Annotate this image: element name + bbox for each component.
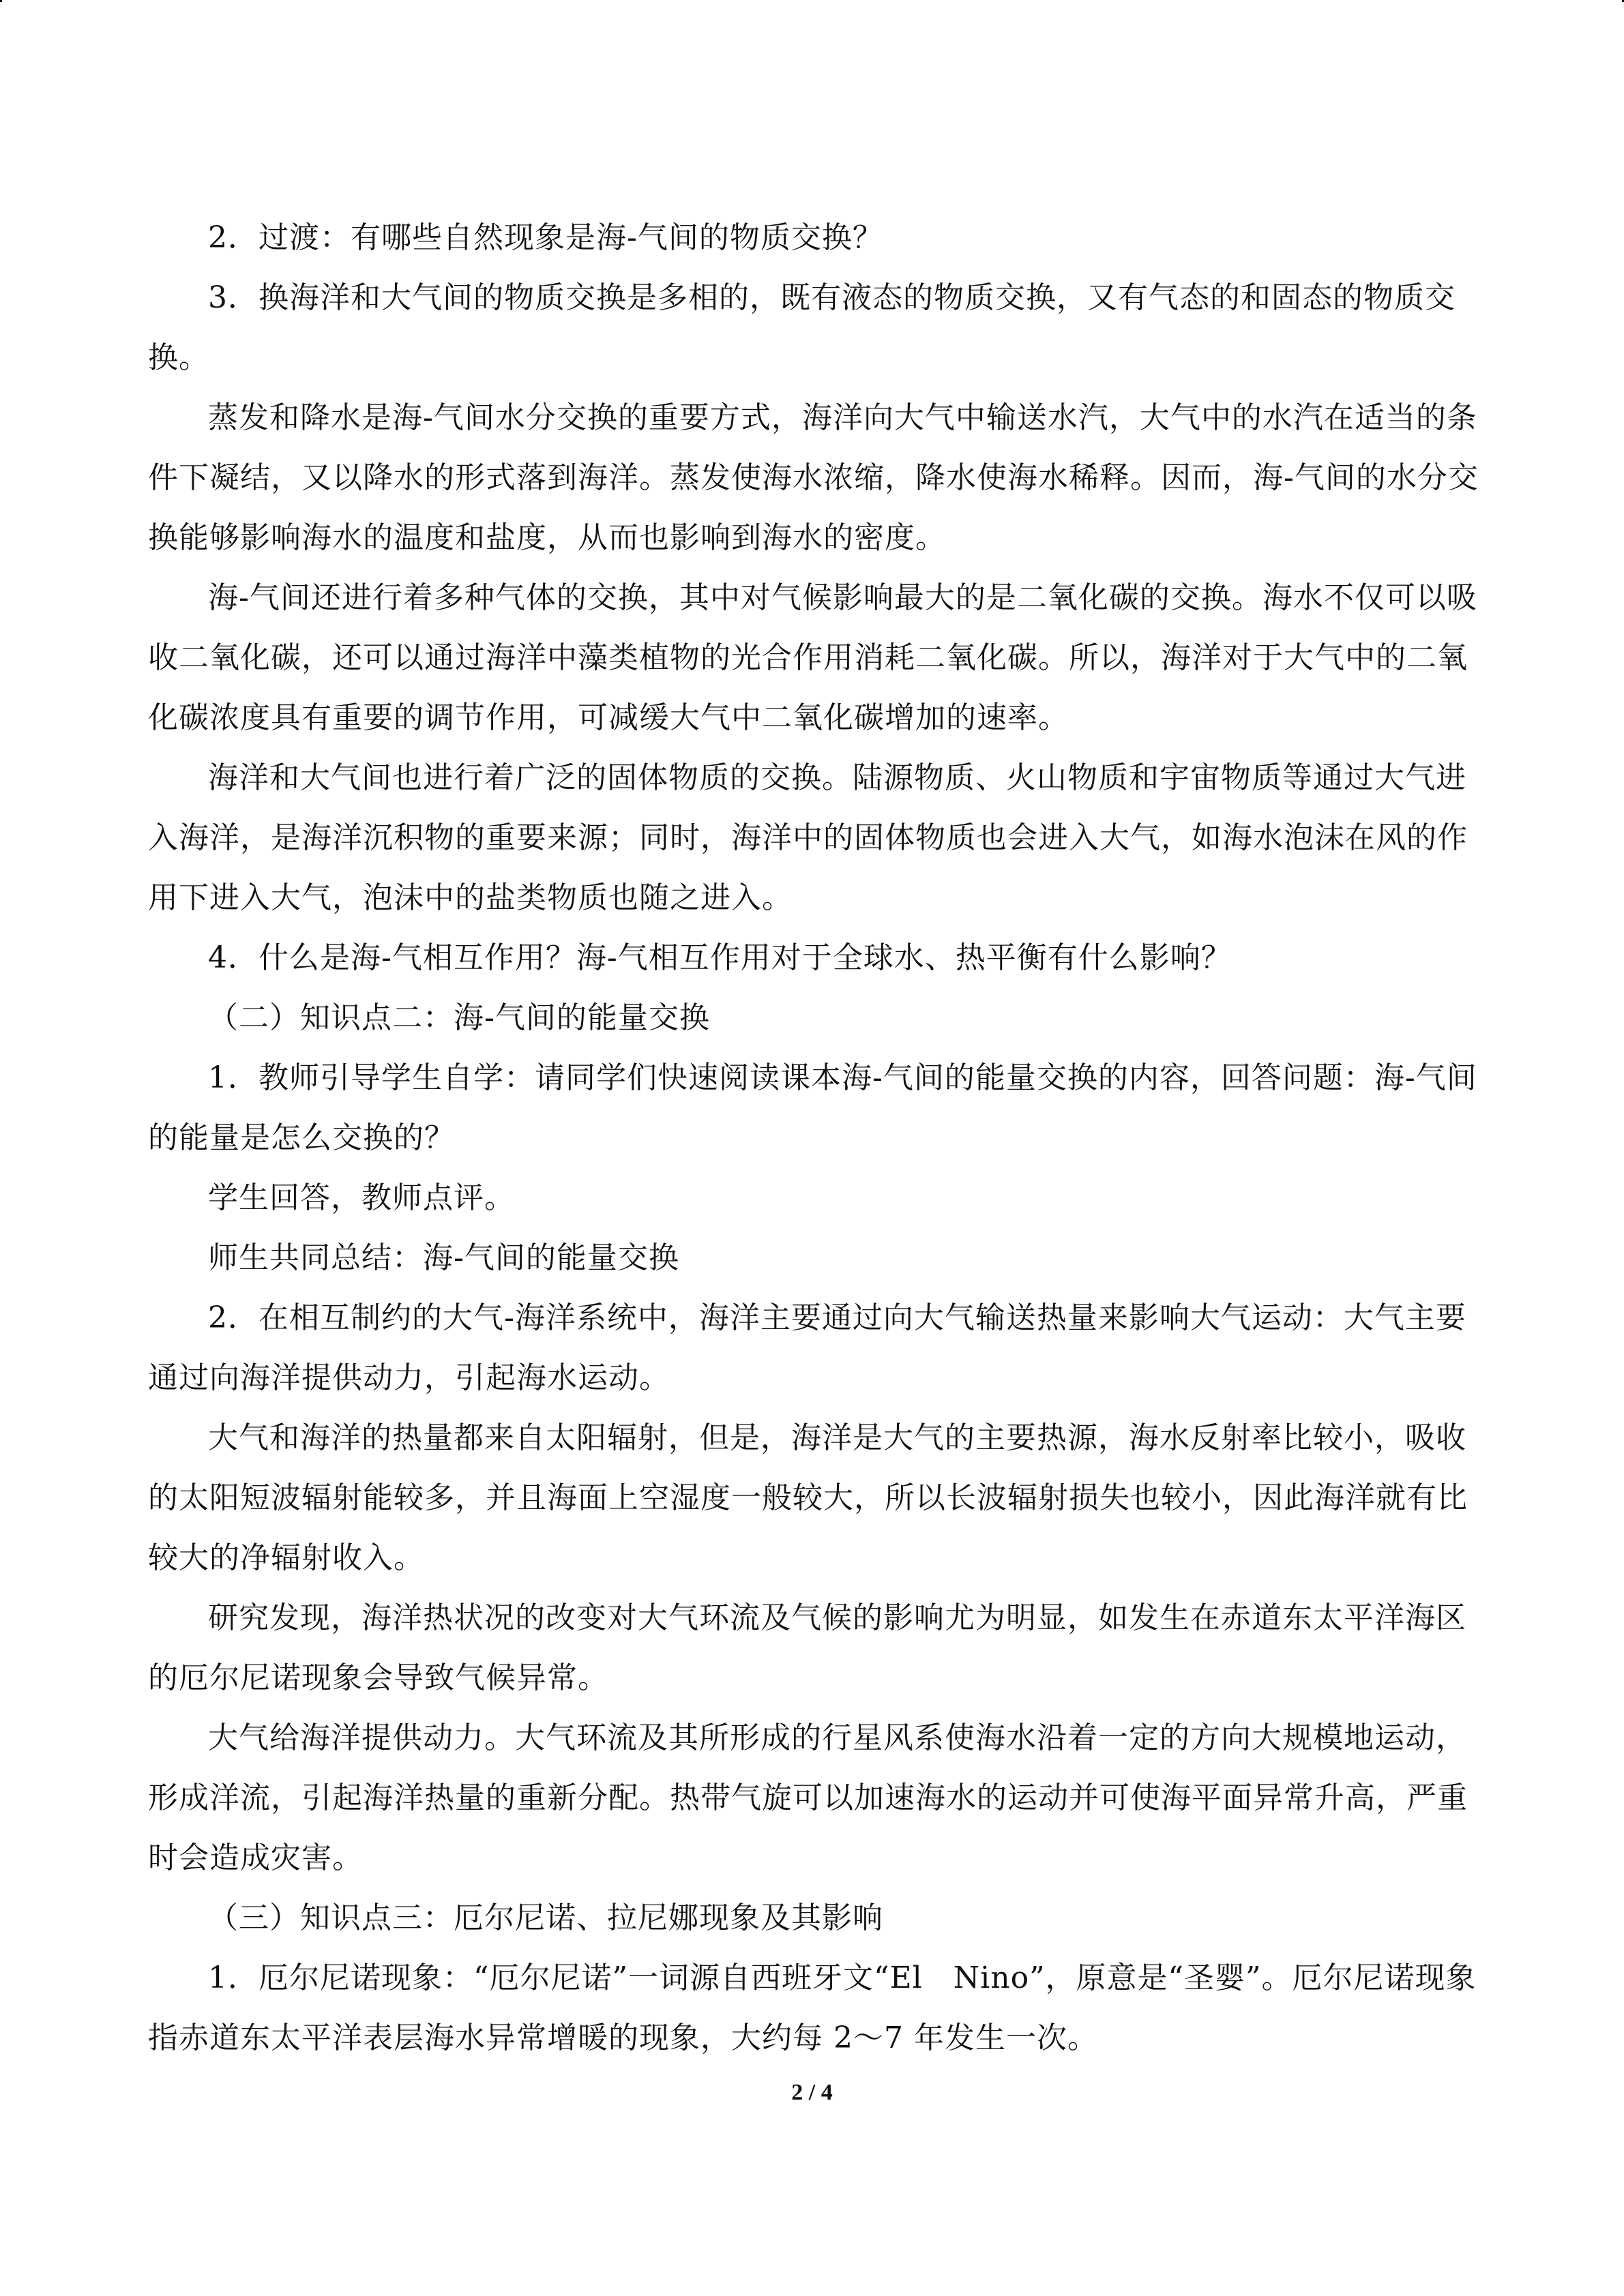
page-corner-mark bbox=[0, 0, 2, 2]
paragraph: 蒸发和降水是海-气间水分交换的重要方式，海洋向大气中输送水汽，大气中的水汽在适当的条件下凝结，又以降水的形式落到海洋。蒸发使海水浓缩，降水使海水稀释。因而，海-气间的水分交换能够影响海水的温度和盐度，从而也影响到海水的密度。 bbox=[148, 400, 1479, 555]
paragraph: 学生回答，教师点评。 bbox=[208, 1180, 515, 1215]
paragraph: 海洋和大气间也进行着广泛的固体物质的交换。陆源物质、火山物质和宇宙物质等通过大气进入海洋，是海洋沉积物的重要来源；同时，海洋中的固体物质也会进入大气，如海水泡沫在风的作用下进入大气，泡沫中的盐类物质也随之进入。 bbox=[148, 760, 1468, 915]
paragraph: 师生共同总结：海-气间的能量交换 bbox=[208, 1240, 679, 1275]
paragraph: 研究发现，海洋热状况的改变对大气环流及气候的影响尤为明显，如发生在赤道东太平洋海区的厄尔尼诺现象会导致气候异常。 bbox=[148, 1600, 1466, 1695]
paragraph: 1．教师引导学生自学：请同学们快速阅读课本海-气间的能量交换的内容，回答问题：海-气间的能量是怎么交换的？ bbox=[148, 1060, 1477, 1155]
section-heading: （三）知识点三：厄尔尼诺、拉尼娜现象及其影响 bbox=[208, 1900, 883, 1935]
paragraph: 4．什么是海-气相互作用？海-气相互作用对于全球水、热平衡有什么影响？ bbox=[208, 940, 1232, 975]
paragraph: 2．过渡：有哪些自然现象是海-气间的物质交换？ bbox=[208, 220, 883, 255]
page-body bbox=[148, 208, 1481, 2068]
paragraph: 3．换海洋和大气间的物质交换是多相的，既有液态的物质交换，又有气态的和固态的物质交换。 bbox=[148, 280, 1456, 375]
paragraph: 海-气间还进行着多种气体的交换，其中对气候影响最大的是二氧化碳的交换。海水不仅可以吸收二氧化碳，还可以通过海洋中藻类植物的光合作用消耗二氧化碳。所以，海洋对于大气中的二氧化碳浓度具有重要的调节作用，可减缓大气中二氧化碳增加的速率。 bbox=[148, 580, 1477, 735]
paragraph: 大气给海洋提供动力。大气环流及其所形成的行星风系使海水沿着一定的方向大规模地运动，形成洋流，引起海洋热量的重新分配。热带气旋可以加速海水的运动并可使海平面异常升高，严重时会造成灾害。 bbox=[148, 1720, 1468, 1875]
paragraph: 1．厄尔尼诺现象：“厄尔尼诺”一词源自西班牙文“El Nino”，原意是“圣婴”。厄尔尼诺现象指赤道东太平洋表层海水异常增暖的现象，大约每 2～7 年发生一次。 bbox=[148, 1960, 1477, 2055]
paragraph: 大气和海洋的热量都来自太阳辐射，但是，海洋是大气的主要热源，海水反射率比较小，吸收的太阳短波辐射能较多，并且海面上空湿度一般较大，所以长波辐射损失也较小，因此海洋就有比较大的净辐射收入。 bbox=[148, 1420, 1468, 1575]
section-heading: （二）知识点二：海-气间的能量交换 bbox=[208, 1000, 710, 1035]
paragraph: 2．在相互制约的大气-海洋系统中，海洋主要通过向大气输送热量来影响大气运动：大气主要通过向海洋提供动力，引起海水运动。 bbox=[148, 1300, 1466, 1395]
page-number: 2 / 4 bbox=[791, 2080, 833, 2105]
